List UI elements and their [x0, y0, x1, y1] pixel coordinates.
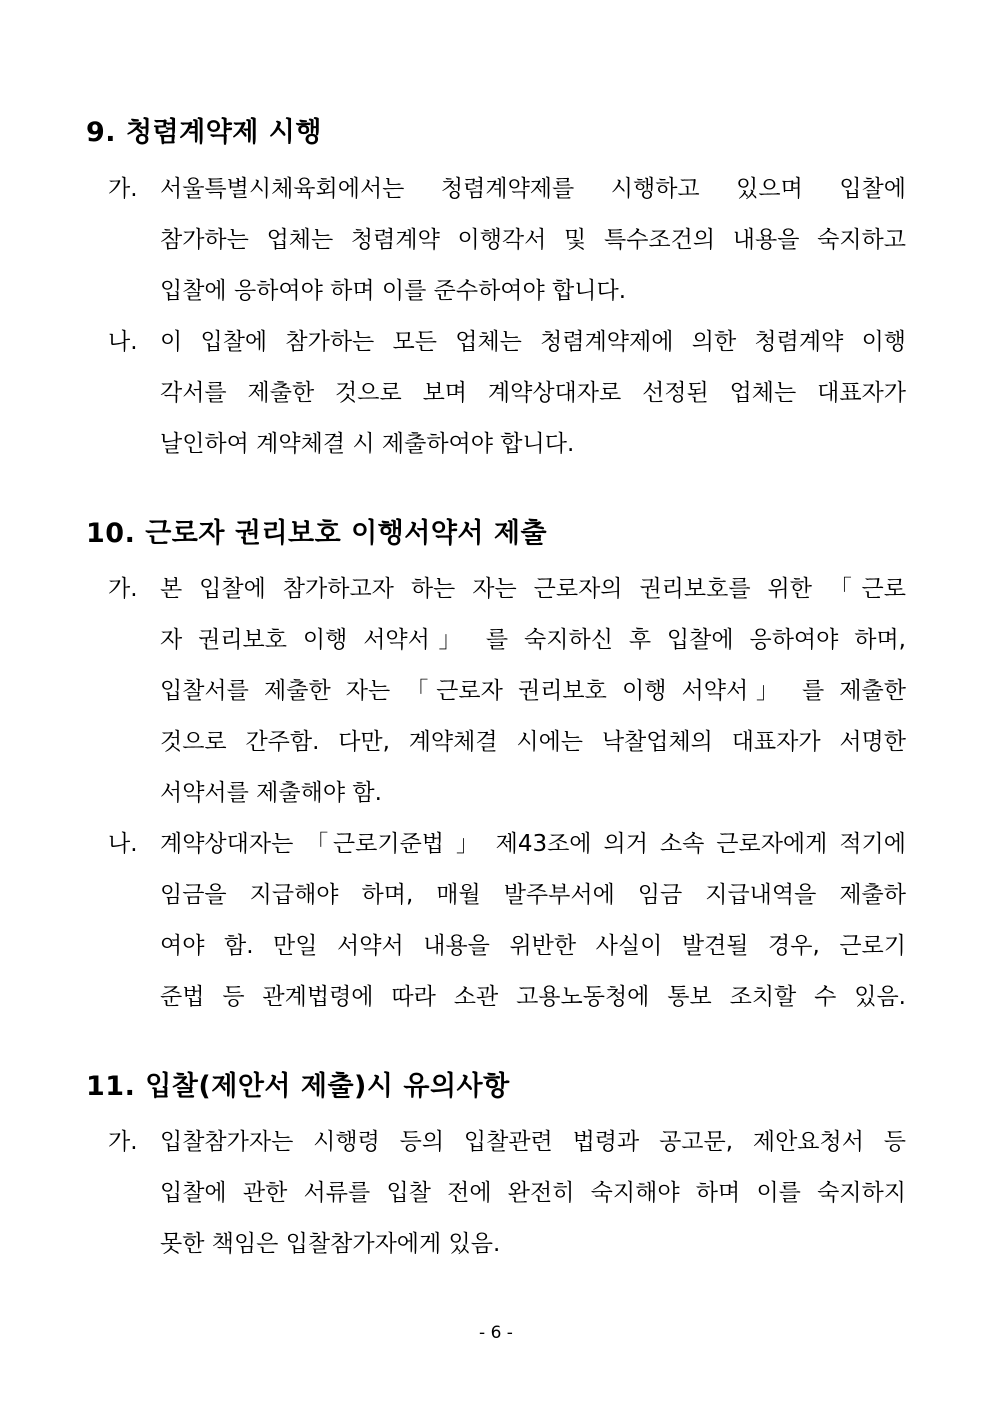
paragraph-line: 날인하여 계약체결 시 제출하여야 합니다. — [160, 431, 575, 457]
paragraph-line: 준법 등 관계법령에 따라 소관 고용노동청에 통보 조치할 수 있음. — [160, 984, 906, 1010]
paragraph-line: 각서를 제출한 것으로 보며 계약상대자로 선정된 업체는 대표자가 — [160, 380, 906, 406]
paragraph-line: 서약서를 제출해야 함. — [160, 780, 382, 806]
paragraph-line: 입찰서를 제출한 자는 「근로자 권리보호 이행 서약서」 를 제출한 — [160, 678, 906, 704]
section-10-item-na — [108, 819, 908, 1023]
page-number: - 6 - — [479, 1323, 513, 1343]
section-9-item-na — [108, 317, 908, 470]
item-marker: 가. — [108, 576, 138, 602]
item-marker: 가. — [108, 176, 138, 202]
section-11-item-ga — [108, 1117, 908, 1270]
paragraph-line: 입찰에 응하여야 하며 이를 준수하여야 합니다. — [160, 278, 627, 304]
section-11-heading: 11. 입찰(제안서 제출)시 유의사항 — [86, 1071, 510, 1102]
paragraph-line: 것으로 간주함. 다만, 계약체결 시에는 낙찰업체의 대표자가 서명한 — [160, 729, 906, 755]
paragraph-line: 참가하는 업체는 청렴계약 이행각서 및 특수조건의 내용을 숙지하고 — [160, 227, 906, 253]
paragraph-line: 이 입찰에 참가하는 모든 업체는 청렴계약제에 의한 청렴계약 이행 — [160, 329, 906, 355]
section-10-heading: 10. 근로자 권리보호 이행서약서 제출 — [86, 518, 548, 549]
paragraph-line: 입찰참가자는 시행령 등의 입찰관련 법령과 공고문, 제안요청서 등 — [160, 1129, 906, 1155]
item-marker: 나. — [108, 329, 138, 355]
section-9-item-ga — [108, 164, 908, 317]
paragraph-line: 임금을 지급해야 하며, 매월 발주부서에 임금 지급내역을 제출하 — [160, 882, 906, 908]
section-10-item-ga — [108, 564, 908, 819]
paragraph-line: 계약상대자는 「근로기준법 」 제43조에 의거 소속 근로자에게 적기에 — [160, 831, 906, 857]
item-marker: 가. — [108, 1129, 138, 1155]
paragraph-line: 여야 함. 만일 서약서 내용을 위반한 사실이 발견될 경우, 근로기 — [160, 933, 906, 959]
section-9-heading: 9. 청렴계약제 시행 — [86, 117, 322, 148]
item-marker: 나. — [108, 831, 138, 857]
paragraph-line: 입찰에 관한 서류를 입찰 전에 완전히 숙지해야 하며 이를 숙지하지 — [160, 1180, 906, 1206]
paragraph-line: 자 권리보호 이행 서약서」 를 숙지하신 후 입찰에 응하여야 하며, — [160, 627, 906, 653]
paragraph-line: 서울특별시체육회에서는 청렴계약제를 시행하고 있으며 입찰에 — [160, 176, 906, 202]
paragraph-line: 본 입찰에 참가하고자 하는 자는 근로자의 권리보호를 위한 「근로 — [160, 576, 906, 602]
paragraph-line: 못한 책임은 입찰참가자에게 있음. — [160, 1231, 501, 1257]
